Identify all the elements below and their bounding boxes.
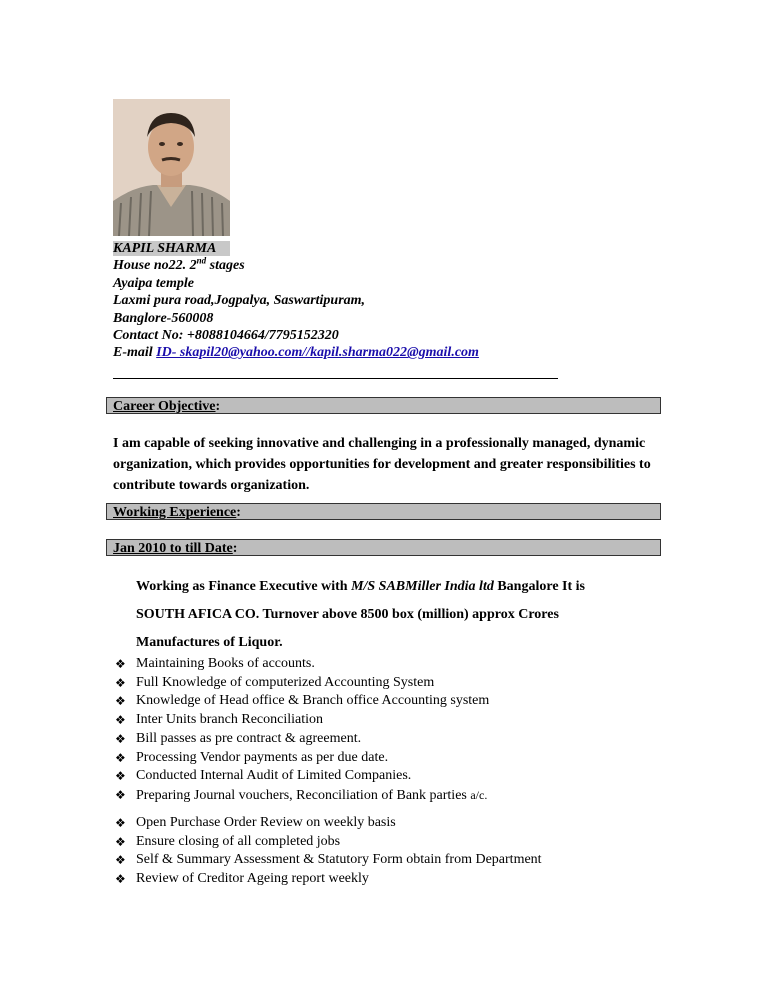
section-working-experience: Working Experience: (106, 503, 661, 520)
diamond-bullet-icon: ❖ (115, 816, 126, 830)
work-line-3: Manufactures of Liquor. (136, 635, 283, 650)
contact-number: Contact No: +8088104664/7795152320 (113, 328, 339, 344)
company-name: M/S SABMiller India ltd (351, 579, 494, 594)
work-line-1: Working as Finance Executive with M/S SABMiller India ltd Bangalore It is (136, 579, 585, 594)
list-item: ❖ Bill passes as pre contract & agreement. (115, 730, 489, 749)
work-line-2: SOUTH AFICA CO. Turnover above 8500 box (million) approx Crores (136, 607, 559, 622)
list-item: ❖ Maintaining Books of accounts. (115, 655, 489, 674)
address-line-2: Ayaipa temple (113, 275, 194, 291)
list-item: ❖ Ensure closing of all completed jobs (115, 833, 542, 852)
diamond-bullet-icon: ❖ (115, 853, 126, 868)
contact-header (113, 240, 479, 362)
list-item: ❖ Preparing Journal vouchers, Reconciliation of Bank parties a/c. (115, 787, 488, 803)
diamond-bullet-icon: ❖ (115, 731, 126, 746)
profile-photo-image (113, 99, 230, 236)
candidate-name: KAPIL SHARMA (113, 241, 230, 256)
section-period: Jan 2010 to till Date: (106, 539, 661, 556)
list-item: ❖ Self & Summary Assessment & Statutory Form obtain from Department (115, 851, 542, 870)
header-divider (113, 378, 558, 379)
diamond-bullet-icon: ❖ (115, 872, 126, 887)
objective-text: I am capable of seeking innovative and challenging in a professionally managed, dynamic organization, which provides opportunities for development and greater responsibilities to contribute towards organization. (113, 436, 651, 493)
diamond-bullet-icon: ❖ (115, 750, 126, 765)
diamond-bullet-icon: ❖ (115, 657, 126, 671)
list-item: ❖ Knowledge of Head office & Branch office Accounting system (115, 692, 489, 711)
section-career-objective: Career Objective: (106, 397, 661, 414)
responsibilities-list-1 (115, 655, 489, 806)
email-line: E-mail ID- skapil20@yahoo.com//kapil.sharma022@gmail.com (113, 345, 479, 361)
profile-photo (113, 99, 230, 236)
address-line-4: Banglore-560008 (113, 310, 214, 326)
email-link[interactable]: ID- skapil20@yahoo.com//kapil.sharma022@gmail.com (156, 345, 479, 361)
responsibilities-list-2 (115, 814, 542, 889)
list-item: ❖ Processing Vendor payments as per due date. (115, 749, 489, 768)
diamond-bullet-icon: ❖ (115, 769, 126, 784)
diamond-bullet-icon: ❖ (115, 713, 126, 728)
list-item: ❖ Open Purchase Order Review on weekly basis (115, 814, 542, 833)
diamond-bullet-icon: ❖ (115, 787, 126, 802)
diamond-bullet-icon: ❖ (115, 834, 126, 849)
list-item: ❖ Review of Creditor Ageing report weekly (115, 870, 542, 889)
list-item: ❖ Conducted Internal Audit of Limited Companies. (115, 767, 489, 786)
address-line-3: Laxmi pura road,Jogpalya, Saswartipuram, (113, 293, 366, 309)
diamond-bullet-icon: ❖ (115, 675, 126, 690)
diamond-bullet-icon: ❖ (115, 694, 126, 709)
address-line-1: House no22. 2nd stages (113, 255, 245, 274)
work-description (136, 573, 656, 657)
list-item: ❖ Inter Units branch Reconciliation (115, 711, 489, 730)
list-item: ❖ Full Knowledge of computerized Accounting System (115, 674, 489, 693)
